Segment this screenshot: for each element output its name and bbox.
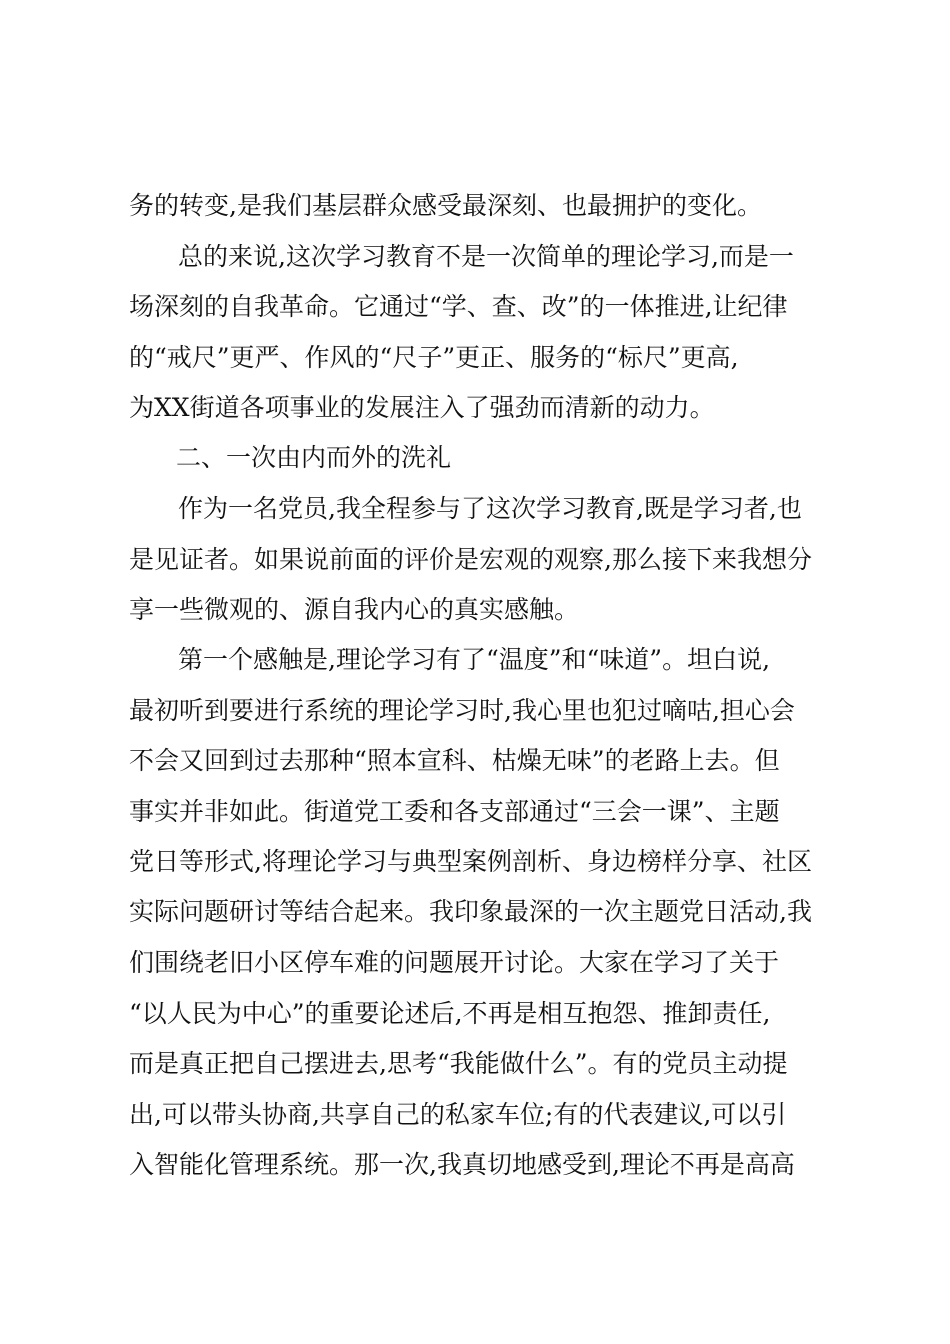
text-line: 的“戒尺”更严、作风的“尺子”更正、服务的“标尺”更高, — [129, 343, 739, 372]
text-line: 务的转变,是我们基层群众感受最深刻、也最拥护的变化。 — [129, 191, 762, 220]
text-line: 事实并非如此。街道党工委和各支部通过“三会一课”、主题 — [129, 797, 780, 826]
text-line: 总的来说,这次学习教育不是一次简单的理论学习,而是一 — [178, 242, 794, 271]
text-line: 不会又回到过去那种“照本宣科、枯燥无味”的老路上去。但 — [129, 746, 780, 775]
text-line: 而是真正把自己摆进去,思考“我能做什么”。有的党员主动提 — [129, 1049, 788, 1078]
text-line: 为XX街道各项事业的发展注入了强劲而清新的动力。 — [129, 393, 715, 422]
text-line: 入智能化管理系统。那一次,我真切地感受到,理论不再是高高 — [129, 1150, 795, 1179]
text-line: 第一个感触是,理论学习有了“温度”和“味道”。坦白说, — [178, 645, 771, 674]
text-line: 实际问题研讨等结合起来。我印象最深的一次主题党日活动,我 — [129, 897, 812, 926]
text-line: 作为一名党员,我全程参与了这次学习教育,既是学习者,也 — [178, 494, 802, 523]
text-line: 党日等形式,将理论学习与典型案例剖析、身边榜样分享、社区 — [129, 847, 812, 876]
section-heading: 二、一次由内而外的洗礼 — [176, 443, 452, 472]
text-line: “以人民为中心”的重要论述后,不再是相互抱怨、推卸责任, — [129, 999, 771, 1028]
text-line: 出,可以带头协商,共享自己的私家车位;有的代表建议,可以引 — [129, 1100, 787, 1129]
text-line: 最初听到要进行系统的理论学习时,我心里也犯过嘀咕,担心会 — [129, 696, 795, 725]
text-line: 是见证者。如果说前面的评价是宏观的观察,那么接下来我想分 — [129, 545, 812, 574]
text-line: 场深刻的自我革命。它通过“学、查、改”的一体推进,让纪律 — [129, 292, 788, 321]
text-line: 们围绕老旧小区停车难的问题展开讨论。大家在学习了关于 — [129, 948, 780, 977]
text-line: 享一些微观的、源自我内心的真实感触。 — [129, 595, 580, 624]
